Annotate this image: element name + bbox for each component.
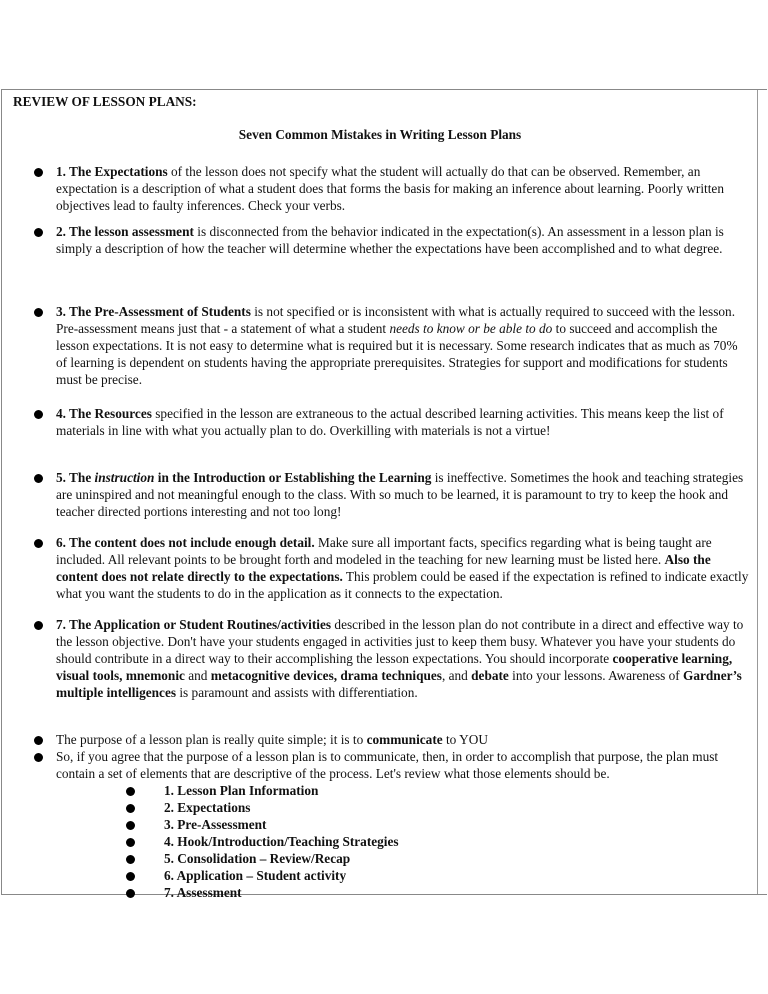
item-text: into your lessons. Awareness of [508, 668, 684, 683]
page-heading: REVIEW OF LESSON PLANS: [13, 94, 197, 109]
bullet-icon [34, 753, 43, 762]
element-item-2: 2. Expectations [164, 800, 251, 815]
bullet-icon [126, 821, 135, 830]
mistake-item-4 [56, 405, 750, 439]
item-text: of the lesson does not specify what the student will actually do that can be observed. Remember, an expectation is a description of what a student does that forms the basis for making an inference about learning. Poorly written objectives lead to faulty inferences. Check your verbs. [56, 164, 724, 213]
item-lead: 7. The Application or Student Routines/activities [56, 617, 332, 632]
item-emphasis: metacognitive devices, drama techniques [210, 668, 442, 683]
item-text: is disconnected from the behavior indicated in the expectation(s). An assessment in a lesson plan is simply a description of how the teacher will determine whether the expectations have been accomplished and to what degree. [56, 224, 724, 256]
section-title: Seven Common Mistakes in Writing Lesson Plans [238, 127, 522, 142]
item-lead: in the Introduction or Establishing the Learning [154, 470, 432, 485]
bullet-icon [34, 308, 43, 317]
mistake-item-6 [56, 534, 750, 602]
bullet-icon [126, 889, 135, 898]
bullet-icon [34, 621, 43, 630]
item-text: is paramount and assists with differentiation. [176, 685, 418, 700]
item-emphasis: cooperative learning, visual tools, mnemonic [56, 651, 733, 683]
mistake-item-1 [56, 163, 750, 214]
element-item-4: 4. Hook/Introduction/Teaching Strategies [164, 834, 399, 849]
item-lead: 5. The [56, 470, 95, 485]
mistake-item-5 [56, 469, 750, 520]
element-item-5: 5. Consolidation – Review/Recap [164, 851, 351, 866]
item-lead: 2. The lesson assessment [56, 224, 194, 239]
bullet-icon [126, 787, 135, 796]
bullet-icon [34, 474, 43, 483]
item-text: to YOU [442, 732, 488, 747]
bullet-icon [34, 168, 43, 177]
agree-item: So, if you agree that the purpose of a lesson plan is to communicate, then, in order to accomplish that purpose, the plan must contain a set of elements that are descriptive of the process. Let's review what those elements should be. [56, 749, 719, 781]
bullet-icon [126, 838, 135, 847]
item-emphasis: communicate [366, 732, 443, 747]
item-lead: 4. The Resources [56, 406, 152, 421]
bullet-icon [34, 736, 43, 745]
item-text: and [184, 668, 211, 683]
item-lead: 6. The content does not include enough detail. [56, 535, 315, 550]
bullet-icon [126, 855, 135, 864]
main-cell [2, 90, 758, 900]
bullet-icon [34, 410, 43, 419]
item-text: is ineffective. Sometimes the hook and teaching strategies are uninspired and not meaningful enough to the class. With so much to be learned, it is paramount to try to keep the hook and teacher directed portions interesting and not too long! [56, 470, 744, 519]
bullet-icon [34, 228, 43, 237]
mistake-item-7 [56, 616, 750, 701]
purpose-item [56, 731, 750, 748]
item-text: , and [441, 668, 472, 683]
item-text: to succeed and accomplish the lesson expectations. It is not easy to determine what is required but it is necessary. Some research indicates that as much as 70% of learning is dependent on students having the appropriate prerequisites. Strategies for support and modifications for students must be precise. [56, 321, 738, 387]
item-emphasis: Gardner’s multiple intelligences [56, 668, 742, 700]
item-text: described in the lesson plan do not contribute in a direct and effective way to the lesson objective. Don't have your students engaged in activities just to keep them busy. Whatever you have your students do should contribute in a direct way to their accomplishing the lesson expectations. You should incorporate [56, 617, 744, 666]
item-emphasis: debate [471, 668, 509, 683]
element-item-6: 6. Application – Student activity [164, 868, 347, 883]
item-lead: 3. The Pre-Assessment of Students [56, 304, 251, 319]
bullet-icon [34, 539, 43, 548]
item-text: specified in the lesson are extraneous to the actual described learning activities. This means keep the list of materials in line with what you actually plan to do. Overkilling with materials is not a virtue! [56, 406, 724, 438]
item-lead-emphasis: instruction [94, 470, 155, 485]
item-lead: 1. The Expectations [56, 164, 168, 179]
mistake-item-3 [56, 303, 750, 388]
document-table [1, 89, 767, 900]
element-item-1: 1. Lesson Plan Information [164, 783, 319, 798]
bullet-icon [126, 872, 135, 881]
element-item-3: 3. Pre-Assessment [164, 817, 267, 832]
item-emphasis: needs to know or be able to do [389, 321, 553, 336]
item-text: This problem could be eased if the expectation is refined to indicate exactly what you want the students to do in the application as it connects to the expectation. [56, 569, 749, 601]
bullet-icon [126, 804, 135, 813]
item-text: The purpose of a lesson plan is really quite simple; it is to [56, 732, 367, 747]
item-text: Make sure all important facts, specifics regarding what is being taught are included. All relevant points to be brought forth and modeled in the teaching for new learning must be listed here. [56, 535, 712, 567]
item-emphasis: Also the content does not relate directly to the expectations. [56, 552, 711, 584]
item-text: is not specified or is inconsistent with what is actually required to succeed with the lesson. Pre-assessment means just that - a statement of what a student [56, 304, 736, 336]
element-item-7: 7. Assessment [164, 885, 242, 900]
mistake-item-2 [56, 223, 750, 257]
